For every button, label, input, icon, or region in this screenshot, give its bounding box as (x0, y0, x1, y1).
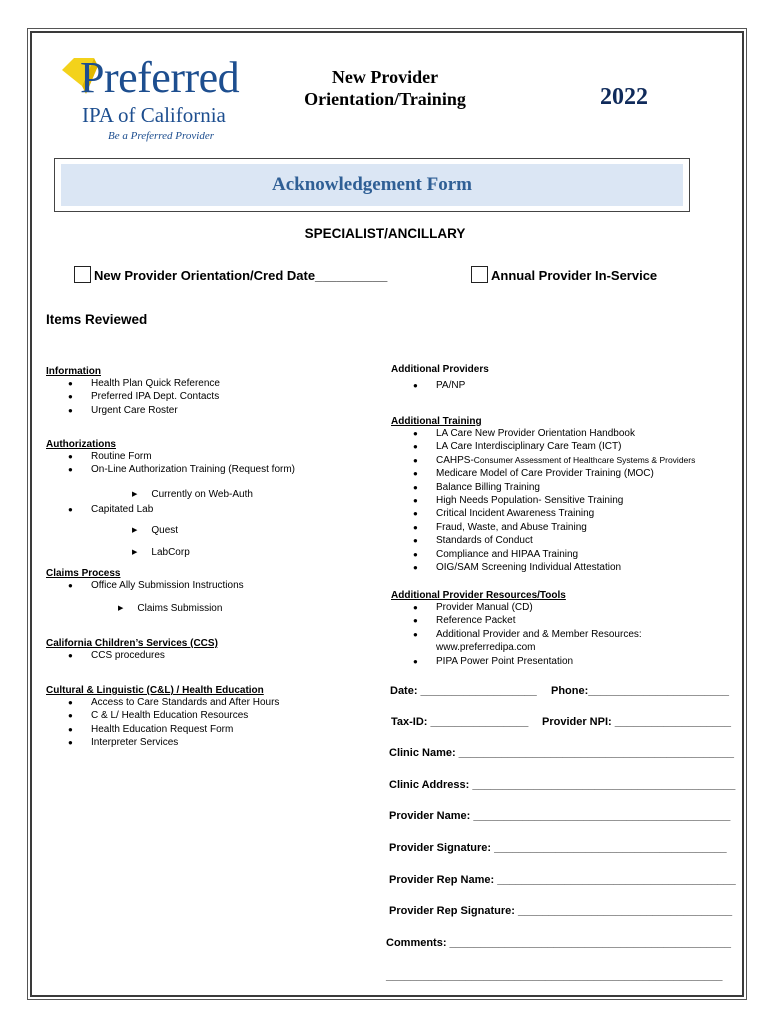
title-line-2: Orientation/Training (304, 89, 466, 109)
information-section (46, 366, 220, 417)
additional-training-section (391, 416, 695, 574)
list-item: ● Health Education Request Form (46, 723, 279, 736)
list-item: ● PA/NP (391, 379, 489, 392)
cl-section (46, 685, 279, 750)
list-item: ● Critical Incident Awareness Training (391, 507, 695, 520)
additional-providers-section (391, 364, 489, 392)
form-title: Acknowledgement Form (61, 164, 683, 206)
list-item: ● Standards of Conduct (391, 534, 695, 547)
list-item: ● Provider Manual (CD) (391, 601, 642, 614)
orientation-checkbox-label: New Provider Orientation/Cred Date__________ (94, 268, 388, 283)
inservice-checkbox-row[interactable] (471, 266, 657, 285)
section-heading: Authorizations (46, 439, 116, 450)
inservice-checkbox[interactable] (471, 266, 488, 283)
triangle-bullet-icon: ▶ (118, 605, 124, 612)
triangle-bullet-icon: ▶ (132, 491, 138, 498)
list-item: ● Fraud, Waste, and Abuse Training (391, 521, 695, 534)
list-item: ● LA Care Interdisciplinary Care Team (ICT) (391, 440, 695, 453)
capitated-lab-item (46, 503, 153, 516)
list-item: ● PIPA Power Point Presentation (391, 655, 642, 668)
authorizations-section (46, 439, 295, 477)
logo-tagline: Be a Preferred Provider (108, 130, 214, 142)
ccs-section (46, 638, 218, 662)
title-line-1: New Provider (331, 67, 439, 87)
sub-item: ▶ Claims Submission (118, 603, 223, 614)
list-item: ● Reference Packet (391, 614, 642, 627)
list-item: ● Health Plan Quick Reference (46, 377, 220, 390)
clinic-name-field[interactable]: Clinic Name: _____________________________________________ (389, 747, 734, 759)
year: 2022 (600, 84, 648, 110)
form-title-box (54, 158, 690, 212)
provider-signature-field[interactable]: Provider Signature: ______________________________________ (389, 842, 727, 854)
section-heading: Cultural & Linguistic (C&L) / Health Education (46, 685, 264, 696)
triangle-bullet-icon: ▶ (132, 549, 138, 556)
cahps-detail: Consumer Assessment of Healthcare Systems & Providers (473, 454, 696, 465)
provider-rep-name-field[interactable]: Provider Rep Name: _______________________________________ (389, 874, 736, 886)
sub-item: ▶ LabCorp (132, 547, 190, 558)
list-item: ● CAHPS-Consumer Assessment of Healthcare Systems & Providers (391, 454, 695, 467)
comments-field[interactable]: Comments: ______________________________________________ (386, 937, 731, 949)
list-item: ● Routine Form (46, 450, 295, 463)
list-item: ● Interpreter Services (46, 736, 279, 749)
claims-section (46, 568, 244, 592)
list-item: ● Medicare Model of Care Provider Training (MOC) (391, 467, 695, 480)
list-item: ● Urgent Care Roster (46, 404, 220, 417)
sub-item: ▶ Quest (132, 525, 179, 536)
inservice-checkbox-label: Annual Provider In-Service (491, 268, 658, 283)
tax-id-field[interactable]: Tax-ID: ________________ (391, 716, 529, 728)
comments-line-2[interactable]: _______________________________________________________ (386, 970, 723, 982)
sub-item: ▶ Currently on Web-Auth (132, 489, 253, 500)
resources-url[interactable]: www.preferredipa.com (436, 642, 536, 654)
list-item: ● LA Care New Provider Orientation Handbook (391, 427, 695, 440)
list-item: ● C & L/ Health Education Resources (46, 709, 279, 722)
section-heading: Additional Providers (391, 364, 489, 375)
provider-resources-section (391, 590, 642, 668)
list-item: ● Capitated Lab (46, 503, 153, 516)
list-item: ● Additional Provider and & Member Resources: (391, 628, 642, 641)
logo-sub-text: IPA of California (82, 103, 226, 127)
triangle-bullet-icon: ▶ (132, 527, 138, 534)
list-item: ● Access to Care Standards and After Hours (46, 696, 279, 709)
section-heading: Additional Provider Resources/Tools (391, 590, 566, 601)
clinic-address-field[interactable]: Clinic Address: ___________________________________________ (389, 779, 736, 791)
section-heading: California Children’s Services (CCS) (46, 638, 218, 649)
list-item: ● On-Line Authorization Training (Request form) (46, 463, 295, 476)
provider-rep-signature-field[interactable]: Provider Rep Signature: ___________________________________ (389, 905, 733, 917)
phone-field[interactable]: Phone:_______________________ (551, 685, 729, 697)
list-item: ● OIG/SAM Screening Individual Attestation (391, 561, 695, 574)
list-item: ● High Needs Population- Sensitive Training (391, 494, 695, 507)
page-title (270, 66, 500, 110)
orientation-checkbox[interactable] (74, 266, 91, 283)
items-reviewed-heading: Items Reviewed (46, 312, 148, 327)
orientation-checkbox-row[interactable] (74, 266, 387, 285)
preferred-ipa-logo (58, 50, 248, 146)
list-item: ● Compliance and HIPAA Training (391, 548, 695, 561)
date-field[interactable]: Date: ___________________ (390, 685, 537, 697)
form-subtitle: SPECIALIST/ANCILLARY (304, 226, 466, 241)
list-item: ● Office Ally Submission Instructions (46, 579, 244, 592)
list-item: ● CCS procedures (46, 649, 218, 662)
provider-npi-field[interactable]: Provider NPI: ___________________ (542, 716, 731, 728)
list-item: ● Balance Billing Training (391, 481, 695, 494)
list-item: ● Preferred IPA Dept. Contacts (46, 390, 220, 403)
section-heading: Information (46, 366, 101, 377)
section-heading: Additional Training (391, 416, 482, 427)
logo-main-text: Preferred (80, 53, 240, 102)
provider-name-field[interactable]: Provider Name: __________________________________________ (389, 810, 731, 822)
section-heading: Claims Process (46, 568, 121, 579)
